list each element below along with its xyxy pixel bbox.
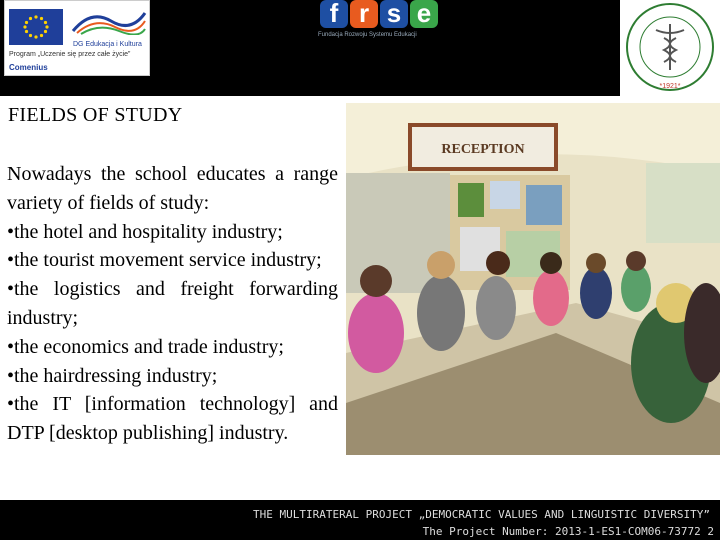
- frse-letter-r: r: [350, 0, 378, 28]
- list-item: •the hotel and hospitality industry;: [7, 220, 283, 243]
- list-item: •the economics and trade industry;: [7, 335, 284, 358]
- frse-letter-f: f: [320, 0, 348, 28]
- fields-list: [7, 160, 338, 448]
- list-item: •the hairdressing industry;: [7, 364, 218, 387]
- comenius-logo: [4, 0, 150, 76]
- lifelong-learning-icon: [71, 7, 147, 35]
- program-line1: DG Edukacja i Kultura: [73, 41, 142, 48]
- frse-letter-s: s: [380, 0, 408, 28]
- reception-sign: RECEPTION: [441, 142, 525, 157]
- list-item: •the logistics and freight forwarding industry;: [7, 278, 338, 329]
- classroom-photo: [346, 103, 720, 455]
- list-item: •the IT [information technology] and DTP [desktop publishing] industry.: [7, 393, 338, 445]
- project-number: The Project Number: 2013-1-ES1-COM06-73772 2: [422, 525, 714, 538]
- frse-logo: [318, 0, 442, 44]
- program-line2: Program „Uczenie się przez całe życie”: [9, 51, 131, 58]
- seal-year: *1921*: [659, 83, 681, 90]
- intro-paragraph: Nowadays the school educates a range variety of fields of study:: [7, 163, 338, 214]
- project-title: THE MULTIRATERAL PROJECT „DEMOCRATIC VALUES AND LINGUISTIC DIVERSITY”: [253, 508, 710, 521]
- program-name: Comenius: [9, 63, 48, 72]
- school-seal-logo: [620, 0, 720, 96]
- frse-letter-e: e: [410, 0, 438, 28]
- list-item: •the tourist movement service industry;: [7, 249, 322, 272]
- eu-flag-icon: [9, 9, 63, 45]
- frse-wordmark: [320, 0, 438, 28]
- page-title: FIELDS OF STUDY: [8, 104, 183, 126]
- frse-subtitle: Fundacja Rozwoju Systemu Edukacji: [318, 32, 417, 38]
